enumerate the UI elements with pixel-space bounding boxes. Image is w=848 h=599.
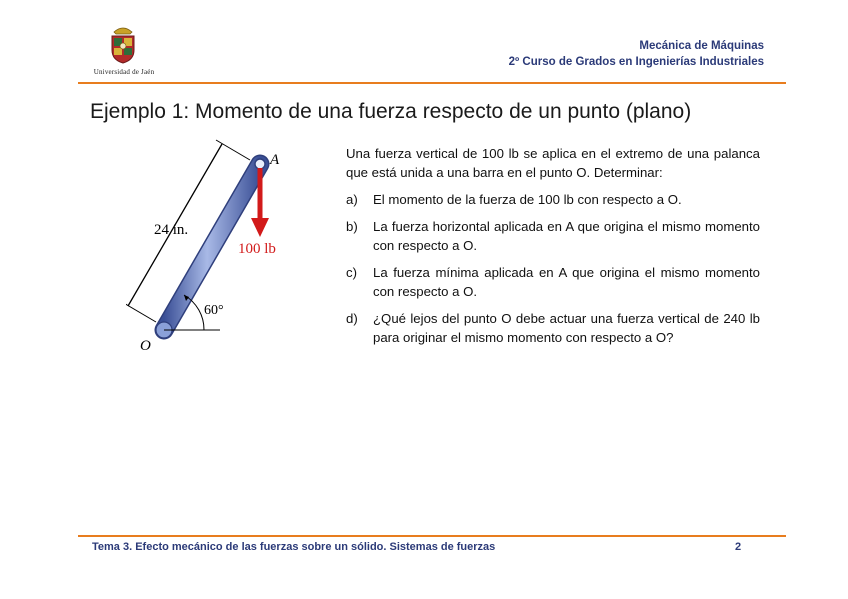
item-text: La fuerza mínima aplicada en A que origina el mismo momento con respecto a O. bbox=[373, 265, 760, 299]
list-item bbox=[346, 309, 760, 347]
item-label: b) bbox=[346, 219, 358, 234]
item-label: c) bbox=[346, 265, 357, 280]
item-text: La fuerza horizontal aplicada en A que origina el mismo momento con respecto a O. bbox=[373, 219, 760, 253]
list-item bbox=[346, 263, 760, 301]
force-arrow-icon bbox=[251, 218, 269, 237]
university-logo bbox=[78, 24, 168, 80]
page-number: 2 bbox=[735, 541, 742, 553]
course-degree: 2º Curso de Grados en Ingenierías Industriales bbox=[508, 56, 764, 68]
university-seal-icon bbox=[104, 24, 142, 64]
list-item bbox=[346, 190, 760, 209]
item-label: a) bbox=[346, 192, 358, 207]
course-name: Mecánica de Máquinas bbox=[639, 40, 764, 52]
list-item bbox=[346, 217, 760, 255]
problem-statement bbox=[346, 144, 760, 355]
point-a-label: A bbox=[270, 152, 280, 168]
length-label: 24 in. bbox=[154, 222, 189, 238]
force-label: 100 lb bbox=[238, 241, 276, 257]
item-text: El momento de la fuerza de 100 lb con respecto a O. bbox=[373, 192, 682, 207]
item-label: d) bbox=[346, 311, 358, 326]
course-header bbox=[509, 38, 764, 70]
angle-label: 60° bbox=[204, 303, 224, 318]
footer-text: Tema 3. Efecto mecánico de las fuerzas sobre un sólido. Sistemas de fuerzas bbox=[92, 541, 496, 553]
header-divider bbox=[78, 82, 786, 84]
lever-figure bbox=[126, 138, 296, 358]
pin-a bbox=[255, 159, 265, 169]
footer-divider bbox=[78, 535, 786, 537]
point-o-label: O bbox=[140, 338, 151, 354]
problem-intro: Una fuerza vertical de 100 lb se aplica en el extremo de una palanca que está unida a una barra en el punto O. Determinar: bbox=[346, 146, 760, 180]
slide-title: Ejemplo 1: Momento de una fuerza respecto de un punto (plano) bbox=[90, 100, 692, 123]
item-text: ¿Qué lejos del punto O debe actuar una fuerza vertical de 240 lb para originar el mismo momento con respecto a O? bbox=[373, 311, 760, 345]
logo-text: Universidad de Jaén bbox=[93, 68, 155, 76]
